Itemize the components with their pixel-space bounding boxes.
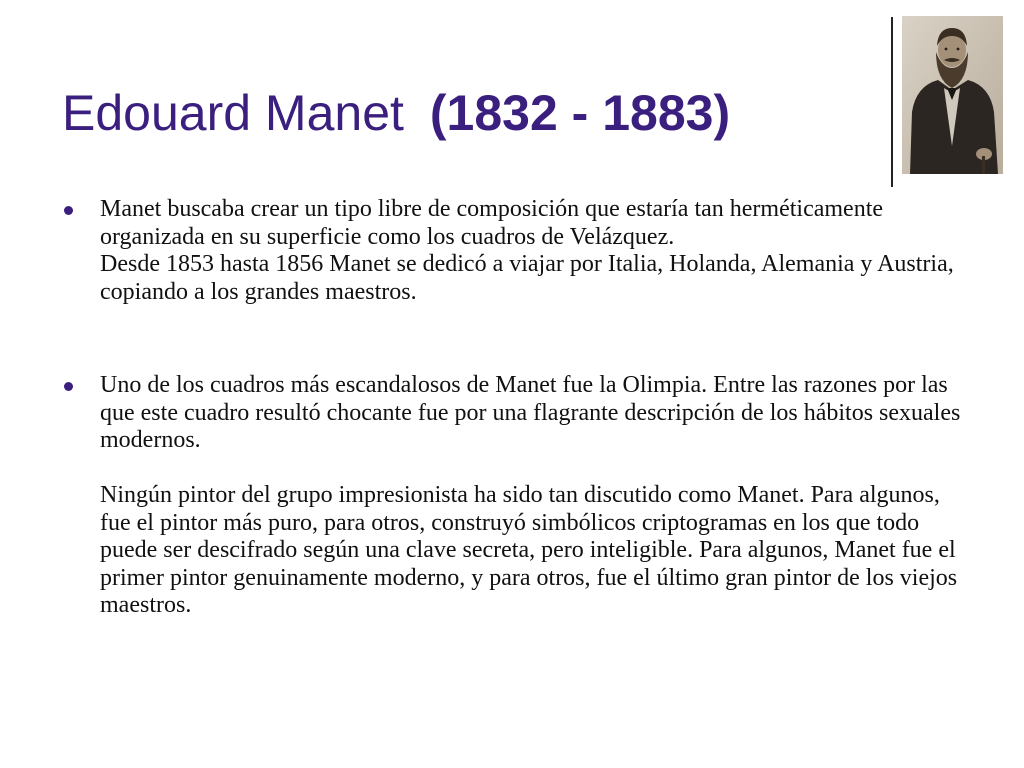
portrait-photo-icon — [902, 16, 1003, 174]
vertical-divider — [891, 17, 893, 187]
bullet-dot — [64, 382, 73, 391]
bullet-item — [62, 196, 962, 306]
title-name: Edouard Manet — [62, 85, 404, 141]
slide-title — [62, 85, 731, 141]
title-dates: (1832 - 1883) — [429, 85, 731, 141]
bullet-list — [62, 196, 962, 620]
bullet-text: Desde 1853 hasta 1856 Manet se dedicó a viajar por Italia, Holanda, Alemania y Austria, copiando a los grandes maestros. — [100, 251, 954, 305]
bullet-text: Uno de los cuadros más escandalosos de Manet fue la Olimpia. Entre las razones por las que este cuadro resultó chocante fue por una flagrante descripción de los hábitos sexuales modernos. — [100, 372, 961, 453]
bullet-item — [62, 372, 962, 620]
bullet-text: Manet buscaba crear un tipo libre de composición que estaría tan herméticamente organizada en su superficie como los cuadros de Velázquez. — [100, 196, 884, 250]
bullet-dot — [64, 206, 73, 215]
bullet-text: Ningún pintor del grupo impresionista ha sido tan discutido como Manet. Para algunos, fue el pintor más puro, para otros, construyó simbólicos criptogramas en los que todo puede ser descifrado según una clave secreta, pero inteligible. Para algunos, Manet fue el primer pintor genuinamente moderno, y para otros, fue el último gran pintor de los viejos maestros. — [100, 482, 958, 618]
